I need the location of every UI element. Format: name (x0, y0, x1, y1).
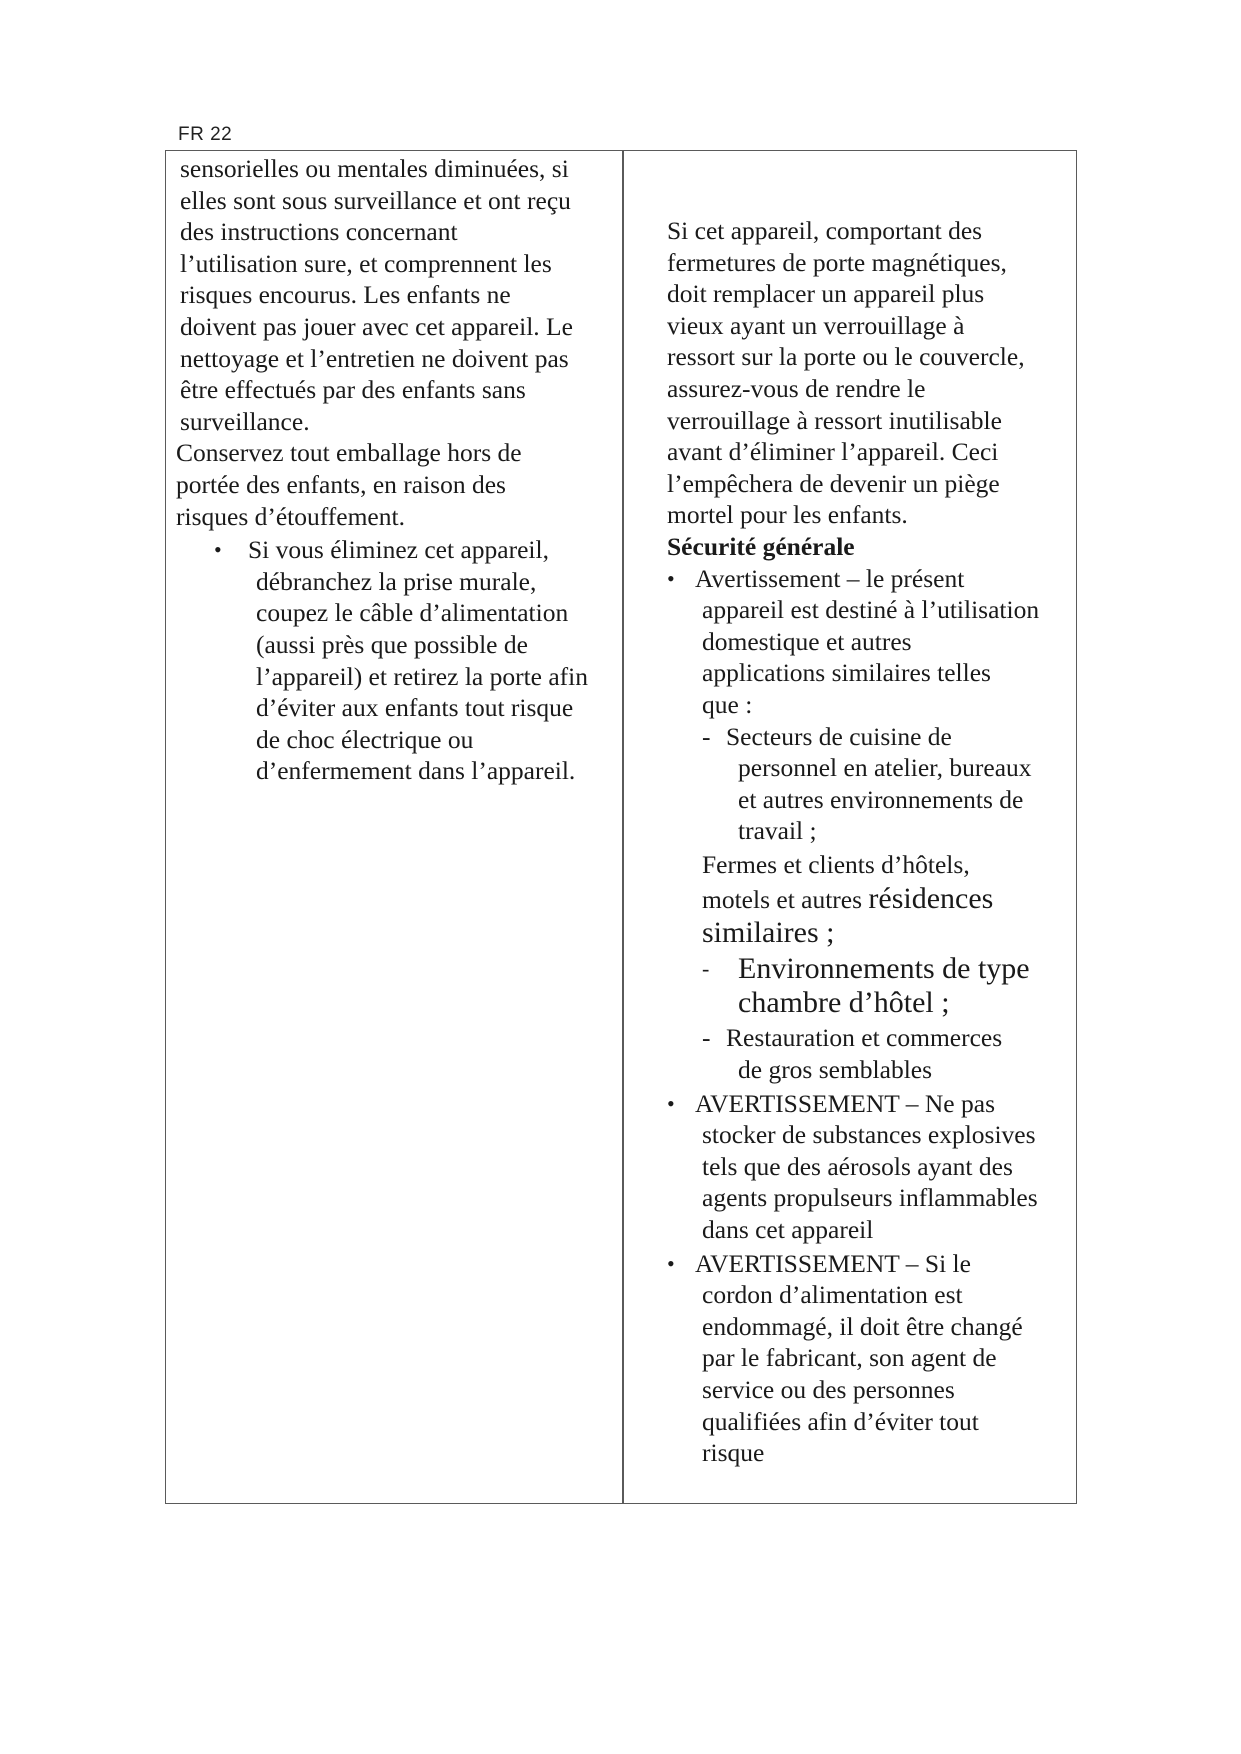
text-line: verrouillage à ressort inutilisable (667, 405, 1002, 435)
right-bullet-avertissement-usage (667, 563, 1072, 721)
text-line: fermetures de porte magnétiques, (667, 247, 1007, 277)
dash-item-staff-kitchen (667, 721, 1072, 847)
text-line: risques d’étouffement. (176, 501, 405, 531)
bullet-icon: • (667, 1090, 675, 1116)
dash-icon: - (702, 956, 710, 982)
text-line: avant d’éliminer l’appareil. Ceci (667, 437, 999, 467)
text-line: risque (702, 1438, 765, 1468)
text-line: agents propulseurs inflammables (702, 1183, 1038, 1213)
text-line: domestique et autres (702, 626, 912, 656)
text-line: coupez le câble d’alimentation (256, 598, 569, 628)
text-line: Si cet appareil, comportant des (667, 216, 983, 245)
text-line: Restauration et commerces (726, 1023, 1003, 1053)
text-line: doit remplacer un appareil plus (667, 279, 985, 309)
column-divider (622, 151, 624, 1503)
page-label: FR 22 (178, 124, 233, 145)
text-fragment: motels et autres (702, 885, 869, 915)
text-line: Avertissement – le présent (695, 563, 965, 593)
dash-item-catering (667, 1022, 1072, 1085)
text-line: personnel en atelier, bureaux (738, 753, 1032, 783)
text-line: de gros semblables (738, 1055, 933, 1085)
text-line: appareil est destiné à l’utilisation (702, 595, 1040, 625)
text-line: débranchez la prise murale, (256, 566, 537, 596)
text-line: qualifiées afin d’éviter tout (702, 1406, 979, 1436)
right-paragraph-1 (667, 215, 1072, 531)
text-line: l’utilisation sure, et comprennent les (180, 248, 552, 278)
left-paragraph-1 (176, 153, 616, 437)
text-line: surveillance. (180, 406, 310, 436)
text-line: endommagé, il doit être changé (702, 1311, 1023, 1341)
text-line: et autres environnements de (738, 784, 1024, 814)
text-line: AVERTISSEMENT – Si le (695, 1248, 971, 1278)
text-line: l’empêchera de devenir un piège (667, 468, 1000, 498)
text-line: Secteurs de cuisine de (726, 721, 952, 751)
text-line-large: chambre d’hôtel ; (738, 986, 950, 1020)
text-line: service ou des personnes (702, 1375, 955, 1404)
text-line: par le fabricant, son agent de (702, 1343, 997, 1373)
content-table (165, 150, 1077, 1504)
text-line: que : (702, 689, 753, 719)
dash-icon: - (702, 1023, 711, 1053)
text-line: de choc électrique ou (256, 724, 474, 754)
farms-paragraph (667, 849, 1072, 951)
text-line: d’éviter aux enfants tout risque (256, 693, 574, 723)
text-line: l’appareil) et retirez la porte afin (256, 661, 589, 691)
text-line-mixed (702, 882, 1072, 916)
text-line: Si vous éliminez cet appareil, (248, 535, 549, 565)
text-line: portée des enfants, en raison des (176, 469, 506, 499)
text-line: mortel pour les enfants. (667, 500, 908, 530)
text-line: cordon d’alimentation est (702, 1280, 963, 1310)
text-line-large: Environnements de type (738, 952, 1030, 986)
text-line: tels que des aérosols ayant des (702, 1151, 1013, 1181)
bullet-icon: • (214, 537, 222, 563)
text-fragment-large: résidences (868, 882, 994, 916)
text-line: doivent pas jouer avec cet appareil. Le (180, 311, 573, 341)
dash-icon: - (702, 721, 711, 751)
text-line: vieux ayant un verrouillage à (667, 310, 965, 340)
section-heading: Sécurité générale (667, 531, 855, 561)
text-line: être effectués par des enfants sans (180, 375, 526, 405)
text-line: assurez-vous de rendre le (667, 373, 926, 403)
text-line: d’enfermement dans l’appareil. (256, 756, 576, 786)
dash-item-hotel-room (667, 952, 1072, 1020)
text-line: risques encourus. Les enfants ne (180, 280, 511, 310)
text-line: AVERTISSEMENT – Ne pas (695, 1088, 995, 1118)
text-line: nettoyage et l’entretien ne doivent pas (180, 343, 569, 373)
left-bullet-disposal (176, 534, 616, 787)
text-line: sensorielles ou mentales diminuées, si (180, 154, 569, 183)
text-line: ressort sur la porte ou le couvercle, (667, 342, 1025, 372)
left-column (176, 153, 616, 787)
text-line: applications similaires telles (702, 658, 991, 688)
left-paragraph-2 (176, 437, 616, 532)
text-line: (aussi près que possible de (256, 629, 528, 659)
text-line: Fermes et clients d’hôtels, (702, 849, 970, 879)
text-line-large: similaires ; (702, 916, 835, 950)
text-line: des instructions concernant (180, 217, 458, 247)
right-column (667, 215, 1072, 1469)
text-line: travail ; (738, 816, 817, 846)
text-line: stocker de substances explosives (702, 1120, 1036, 1150)
text-line: dans cet appareil (702, 1215, 874, 1245)
right-bullet-avertissement-explosives (667, 1088, 1072, 1246)
text-line: elles sont sous surveillance et ont reçu (180, 185, 571, 215)
bullet-icon: • (667, 565, 675, 591)
text-line: Conservez tout emballage hors de (176, 438, 522, 468)
right-bullet-avertissement-cord (667, 1248, 1072, 1469)
bullet-icon: • (667, 1250, 675, 1276)
